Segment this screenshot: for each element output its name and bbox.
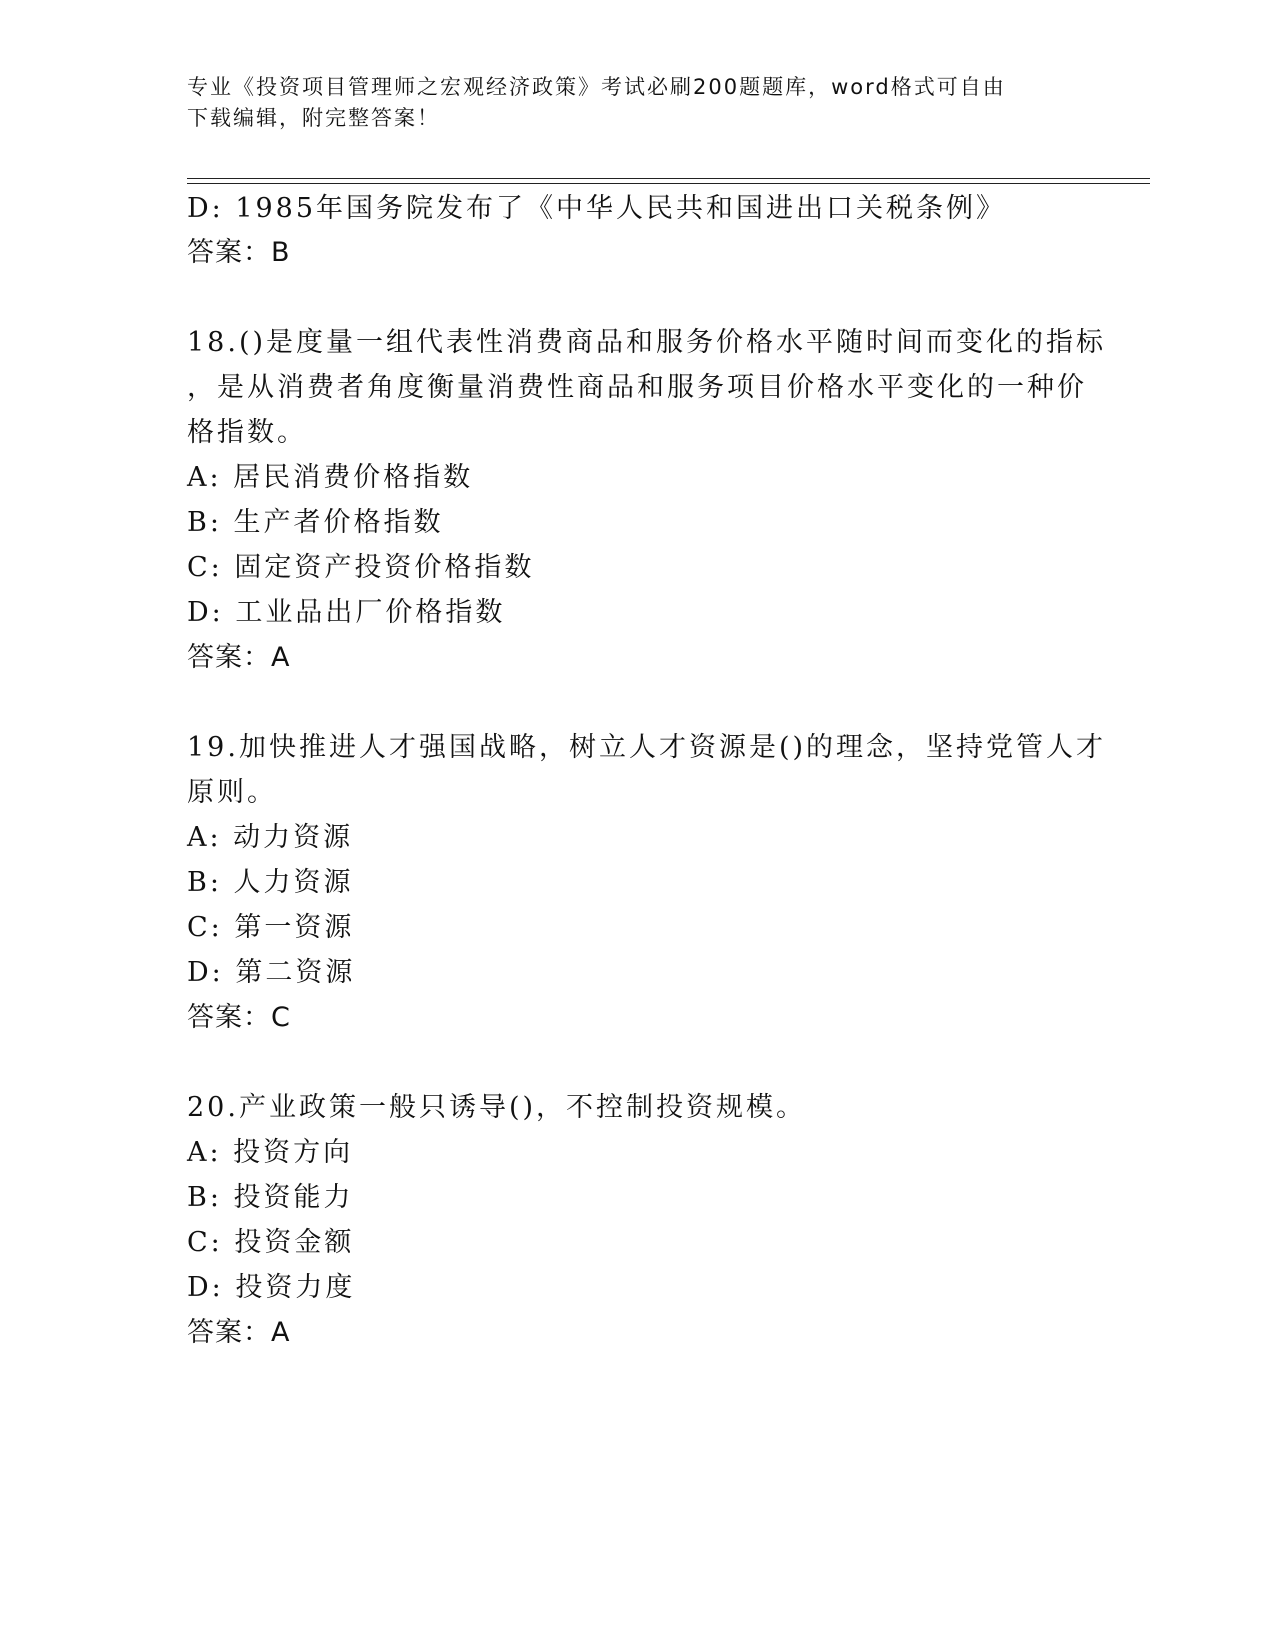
header-divider-top [187, 178, 1150, 179]
q18-answer: 答案：A [187, 642, 291, 673]
q19-option-c: C: 第一资源 [187, 912, 355, 943]
q19-stem-line-1: 19.加快推进人才强国战略，树立人才资源是()的理念，坚持党管人才 [187, 732, 1107, 763]
q20-option-c: C: 投资金额 [187, 1227, 355, 1258]
q20-option-b: B: 投资能力 [187, 1182, 354, 1213]
header-divider-bottom [187, 183, 1150, 184]
q19-stem-line-2: 原则。 [187, 777, 277, 808]
q19-option-a: A: 动力资源 [187, 822, 354, 853]
q18-option-c: C: 固定资产投资价格指数 [187, 552, 535, 583]
q18-option-b: B: 生产者价格指数 [187, 507, 444, 538]
q20-option-d: D: 投资力度 [187, 1272, 356, 1303]
q20-stem-line-1: 20.产业政策一般只诱导()，不控制投资规模。 [187, 1092, 807, 1123]
q20-answer: 答案：A [187, 1317, 291, 1348]
q18-stem-line-1: 18.()是度量一组代表性消费商品和服务价格水平随时间而变化的指标 [187, 327, 1107, 358]
q18-stem-line-3: 格指数。 [187, 417, 307, 448]
q19-option-b: B: 人力资源 [187, 867, 354, 898]
q17-option-d: D: 1985年国务院发布了《中华人民共和国进出口关税条例》 [187, 193, 1007, 224]
q17-answer: 答案：B [187, 237, 291, 268]
q18-option-a: A: 居民消费价格指数 [187, 462, 474, 493]
header-line-2: 下载编辑，附完整答案！ [187, 106, 440, 130]
q20-option-a: A: 投资方向 [187, 1137, 354, 1168]
q18-stem-line-2: ，是从消费者角度衡量消费性商品和服务项目价格水平变化的一种价 [187, 372, 1087, 403]
q19-option-d: D: 第二资源 [187, 957, 356, 988]
q18-option-d: D: 工业品出厂价格指数 [187, 597, 506, 628]
document-header [187, 72, 1067, 134]
header-line-1: 专业《投资项目管理师之宏观经济政策》考试必刷200题题库，word格式可自由 [187, 75, 1006, 99]
q19-answer: 答案：C [187, 1002, 291, 1033]
